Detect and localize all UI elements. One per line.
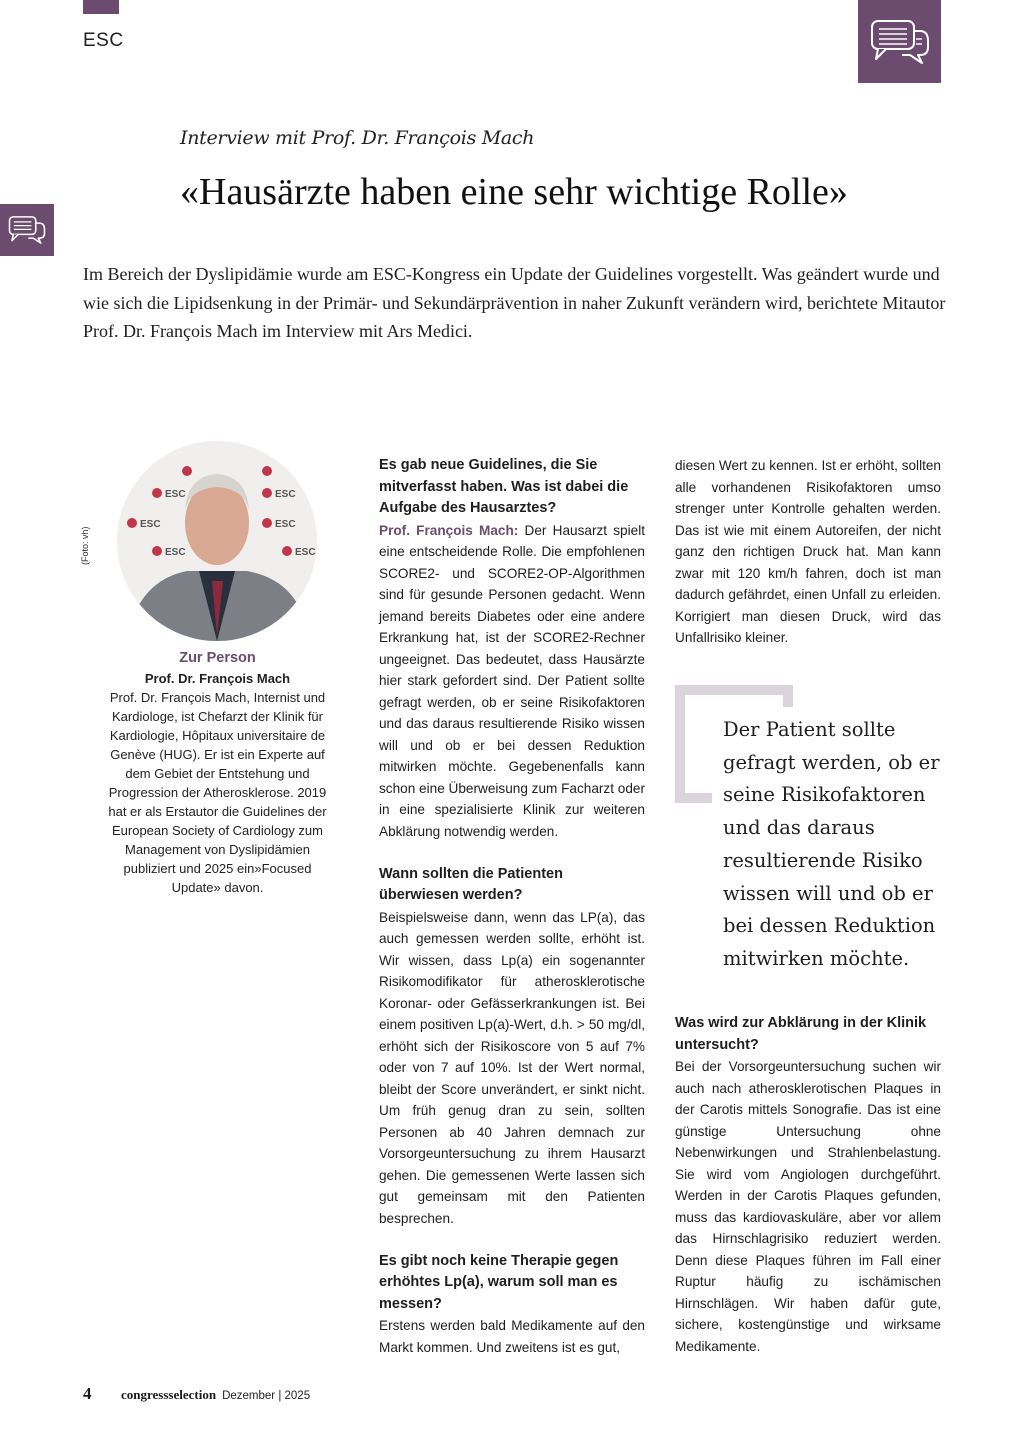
article-kicker: Interview mit Prof. Dr. François Mach <box>180 127 535 149</box>
interview-column-2b <box>675 1013 941 1357</box>
answer-3-part-2: diesen Wert zu kennen. Ist er erhöht, sollten alle vorhandenen Risikofaktoren umso strenger unter Kontrolle gehalten werden. Das ist wie mit einem Autoreifen, der nicht ganz den richtigen Druck hat. Man kann zwar mit 120 km/h fahren, doch ist man dadurch gefährdet, einen Unfall zu erleiden. Korrigiert man diesen Druck, wird das Unfallrisiko kleiner. <box>675 458 941 645</box>
question-2: Wann sollten die Patienten überwiesen werden? <box>379 865 563 903</box>
bio-box <box>100 648 335 897</box>
portrait-illustration <box>117 441 317 641</box>
svg-text:ESC: ESC <box>275 519 296 530</box>
speech-bubbles-icon <box>7 214 47 246</box>
question-4: Was wird zur Abklärung in der Klinik untersucht? <box>675 1015 927 1053</box>
svg-text:ESC: ESC <box>275 489 296 500</box>
answer-3-part-1: Erstens werden bald Medikamente auf den Markt kommen. Und zweitens ist es gut, <box>379 1318 645 1355</box>
article-headline: «Hausärzte haben eine sehr wichtige Rolle» <box>180 171 848 213</box>
question-1: Es gab neue Guidelines, die Sie mitverfasst haben. Was ist dabei die Aufgabe des Hausarztes? <box>379 457 629 516</box>
speaker-label: Prof. François Mach: <box>379 522 519 538</box>
interview-column-1 <box>379 455 645 1358</box>
svg-text:ESC: ESC <box>140 519 161 530</box>
photo-credit: (Foto: vh) <box>80 526 90 565</box>
section-tab-marker <box>83 0 119 14</box>
portrait-photo <box>117 441 317 641</box>
answer-1-text: Der Hausarzt spielt eine entscheidende Rolle. Die empfohlenen SCORE2- und SCORE2-OP-Algorithmen sind für gesunde Personen gedacht. Wenn jemand bereits Diabetes oder eine andere Erkrankung hat, ist der SCORE2-Rechner ungeeignet. Das bedeutet, dass Hausärzte hier stark gefordert sind. Der Patient sollte gefragt werden, ob er seine Risikofaktoren und das daraus resultierende Risiko wissen will und ob er bei dessen Reduktion mitwirken möchte. Gegebenenfalls kann schon eine Überweisung zum Facharzt oder in eine spezialisierte Klinik zur weiteren Abklärung notwendig werden. <box>379 522 645 839</box>
page-footer <box>83 1384 310 1404</box>
pullquote: Der Patient sollte gefragt werden, ob er seine Risikofaktoren und das daraus resultierende Risiko wissen will und ob er bei dessen Reduktion mitwirken möchte. <box>723 718 940 970</box>
interview-side-badge <box>0 204 54 256</box>
section-label: ESC <box>83 30 124 51</box>
issue-date: Dezember | 2025 <box>222 1390 311 1402</box>
answer-4: Bei der Vorsorgeuntersuchung suchen wir auch nach atherosklerotischen Plaques in der Carotis mittels Sonografie. Das ist eine günstige Untersuchung ohne Nebenwirkungen und Strahlenbelastung. Sie wird vom Angiologen durchgeführt. Werden in der Carotis Plaques gefunden, muss das kardiovaskuläre, aber vor allem das Hirnschlagrisiko reduziert werden. Denn diese Plaques führen im Fall einer Ruptur häufig zu ischämischen Hirnschlägen. Wir haben dafür gute, sichere, kostengünstige und wirksame Medikamente. <box>675 1059 941 1354</box>
svg-text:ESC: ESC <box>165 547 186 558</box>
magazine-name: congressselection <box>121 1387 217 1402</box>
interview-badge <box>858 0 941 83</box>
page-number: 4 <box>83 1384 92 1403</box>
bio-title: Zur Person <box>179 650 256 666</box>
bio-text: Prof. Dr. François Mach, Internist und Kardiologe, ist Chefarzt der Klinik für Kardiologie, Hôpitaux universitaire de Genève (HUG). Er ist ein Experte auf dem Gebiet der Entstehung und Progression der Atherosklerose. 2019 hat er als Erstautor die Guidelines der European Society of Cardiology zum Management von Dyslipidämien publiziert und 2025 ein»Focused Update» davon. <box>108 690 327 895</box>
article-lead: Im Bereich der Dyslipidämie wurde am ESC-Kongress ein Update der Guidelines vorgestellt. Was geändert wurde und wie sich die Lipidsenkung in der Primär- und Sekundärprävention in naher Zukunft verändern wird, berichtete Mitautor Prof. Dr. François Mach im Interview mit Ars Medici. <box>83 264 946 341</box>
speech-bubbles-icon <box>868 17 932 67</box>
question-3: Es gibt noch keine Therapie gegen erhöhtes Lp(a), warum soll man es messen? <box>379 1252 619 1312</box>
answer-1 <box>379 520 645 843</box>
svg-text:ESC: ESC <box>295 547 316 558</box>
svg-text:ESC: ESC <box>165 489 186 500</box>
bio-name: Prof. Dr. François Mach <box>144 671 291 686</box>
interview-column-2 <box>675 455 941 649</box>
answer-2: Beispielsweise dann, wenn das LP(a), das auch gemessen werden sollte, erhöht ist. Wir wissen, dass Lp(a) ein sogenannter Risikomodifikator für atherosklerotische Koronar- oder Gefässerkrankungen ist. Bei einem positiven Lp(a)-Wert, d.h. > 50 mg/dl, erhöht sich der Risikoscore von 5 auf 7% oder von 7 auf 10%. Ist der Wert normal, bleibt der Score unverändert, er sinkt nicht. Um früh genug dran zu sein, sollten Personen ab 40 Jahren demnach zur Vorsorgeuntersuchung zu ihrem Hausarzt gehen. Die gemessenen Werte lassen sich gut gemeinsam mit den Patienten besprechen. <box>379 909 645 1226</box>
